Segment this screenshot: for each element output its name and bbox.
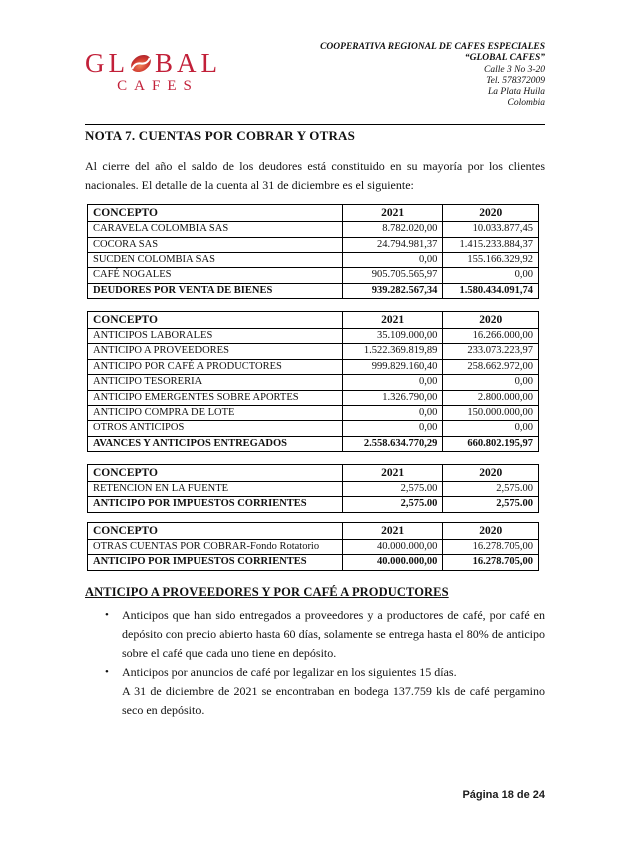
year-column-header: 2020	[443, 465, 539, 482]
concept-column-header: CONCEPTO	[88, 312, 343, 329]
concept-cell: ANTICIPOS LABORALES	[88, 329, 343, 344]
concept-cell: CAFÉ NOGALES	[88, 268, 343, 283]
letterhead-city: La Plata Huila	[487, 87, 545, 98]
logo-wordmark	[85, 48, 221, 78]
company-logo	[85, 48, 221, 95]
letterhead-company-name: COOPERATIVA REGIONAL DE CAFES ESPECIALES	[320, 42, 545, 52]
amount-cell: 0,00	[342, 421, 443, 436]
logo-subtitle: CAFES	[117, 78, 199, 94]
letterhead-street: Calle 3 No 3-20	[484, 64, 545, 75]
year-column-header: 2021	[342, 522, 443, 539]
amount-cell: 0,00	[342, 375, 443, 390]
bullet-paragraph: A 31 de diciembre de 2021 se encontraban en bodega 137.759 kls de café pergamino seco en depósito.	[122, 683, 545, 717]
total-amount-cell: 939.282.567,34	[342, 283, 443, 298]
bullet-text	[122, 606, 545, 663]
table-row	[88, 222, 539, 237]
table-header-row	[88, 312, 539, 329]
year-column-header: 2021	[342, 312, 443, 329]
amount-cell: 40.000.000,00	[342, 539, 443, 554]
bullet-list	[85, 606, 545, 720]
amount-cell: 155.166.329,92	[443, 252, 539, 267]
year-column-header: 2020	[443, 522, 539, 539]
amount-cell: 35.109.000,00	[342, 329, 443, 344]
concept-cell: RETENCION EN LA FUENTE	[88, 482, 343, 497]
table-row	[88, 375, 539, 390]
table-row	[88, 482, 539, 497]
amount-cell: 1.522.369.819,89	[342, 344, 443, 359]
concept-cell: OTROS ANTICIPOS	[88, 421, 343, 436]
list-item	[105, 663, 545, 720]
total-label-cell: DEUDORES POR VENTA DE BIENES	[88, 283, 343, 298]
table-row	[88, 268, 539, 283]
table-header-row	[88, 465, 539, 482]
letterhead-address-block	[320, 42, 545, 110]
concept-column-header: CONCEPTO	[88, 522, 343, 539]
amount-cell: 2,575.00	[443, 482, 539, 497]
concept-cell: ANTICIPO A PROVEEDORES	[88, 344, 343, 359]
table-row	[88, 405, 539, 420]
year-column-header: 2021	[342, 205, 443, 222]
total-amount-cell: 2,575.00	[342, 497, 443, 512]
amount-cell: 905.705.565,97	[342, 268, 443, 283]
amount-cell: 10.033.877,45	[443, 222, 539, 237]
table-row	[88, 344, 539, 359]
table-row	[88, 539, 539, 554]
total-amount-cell: 660.802.195,97	[443, 436, 539, 451]
header-divider	[85, 124, 545, 125]
list-item	[105, 606, 545, 663]
table-total-row	[88, 497, 539, 512]
coffee-bean-icon	[129, 52, 153, 75]
amount-cell: 0,00	[443, 375, 539, 390]
total-amount-cell: 2,575.00	[443, 497, 539, 512]
avances-anticipos-table	[87, 311, 539, 452]
table-row	[88, 359, 539, 374]
letterhead	[85, 42, 545, 112]
amount-cell: 0,00	[342, 252, 443, 267]
table-total-row	[88, 555, 539, 570]
letterhead-country: Colombia	[507, 98, 545, 109]
document-page	[0, 42, 629, 856]
impuestos-corrientes-table	[87, 464, 539, 513]
year-column-header: 2020	[443, 205, 539, 222]
concept-column-header: CONCEPTO	[88, 205, 343, 222]
amount-cell: 999.829.160,40	[342, 359, 443, 374]
otras-cuentas-table	[87, 522, 539, 571]
logo-text-post: BAL	[155, 48, 221, 78]
table-row	[88, 329, 539, 344]
amount-cell: 150.000.000,00	[443, 405, 539, 420]
amount-cell: 8.782.020,00	[342, 222, 443, 237]
footer-label: Página	[462, 789, 499, 801]
deudores-por-venta-table	[87, 204, 539, 299]
concept-cell: CARAVELA COLOMBIA SAS	[88, 222, 343, 237]
concept-cell: ANTICIPO POR CAFÉ A PRODUCTORES	[88, 359, 343, 374]
total-amount-cell: 40.000.000,00	[342, 555, 443, 570]
footer-page-number: 18 de 24	[501, 789, 545, 801]
total-label-cell: ANTICIPO POR IMPUESTOS CORRIENTES	[88, 555, 343, 570]
table-header-row	[88, 522, 539, 539]
amount-cell: 233.073.223,97	[443, 344, 539, 359]
total-label-cell: AVANCES Y ANTICIPOS ENTREGADOS	[88, 436, 343, 451]
bullet-text	[122, 663, 545, 720]
total-label-cell: ANTICIPO POR IMPUESTOS CORRIENTES	[88, 497, 343, 512]
bullet-paragraph: Anticipos que han sido entregados a proveedores y a productores de café, por café en depósito con precio abierto hasta 60 días, solamente se entrega hasta el 80% de anticipo sobre el café que cada uno tiene en depósito.	[122, 607, 545, 660]
amount-cell: 1.415.233.884,37	[443, 237, 539, 252]
concept-cell: SUCDEN COLOMBIA SAS	[88, 252, 343, 267]
amount-cell: 258.662.972,00	[443, 359, 539, 374]
bullet-paragraph: Anticipos por anuncios de café por legalizar en los siguientes 15 días.	[122, 664, 457, 679]
year-column-header: 2021	[342, 465, 443, 482]
year-column-header: 2020	[443, 312, 539, 329]
amount-cell: 0,00	[443, 421, 539, 436]
table-row	[88, 252, 539, 267]
amount-cell: 2.800.000,00	[443, 390, 539, 405]
table-total-row	[88, 283, 539, 298]
concept-cell: ANTICIPO TESORERIA	[88, 375, 343, 390]
concept-cell: COCORA SAS	[88, 237, 343, 252]
logo-text-pre: GL	[85, 48, 129, 78]
letterhead-phone: Tel. 578372009	[486, 75, 545, 86]
letterhead-brand-name: “GLOBAL CAFES”	[464, 53, 545, 64]
intro-paragraph: Al cierre del año el saldo de los deudores está constituido en su mayoría por los clientes nacionales. El detalle de la cuenta al 31 de diciembre es el siguiente:	[85, 159, 545, 192]
bullet-icon: •	[105, 608, 109, 621]
concept-cell: ANTICIPO COMPRA DE LOTE	[88, 405, 343, 420]
amount-cell: 1.326.790,00	[342, 390, 443, 405]
concept-cell: OTRAS CUENTAS POR COBRAR-Fondo Rotatorio	[88, 539, 343, 554]
amount-cell: 16.278.705,00	[443, 539, 539, 554]
amount-cell: 16.266.000,00	[443, 329, 539, 344]
table-row	[88, 421, 539, 436]
concept-cell: ANTICIPO EMERGENTES SOBRE APORTES	[88, 390, 343, 405]
table-row	[88, 237, 539, 252]
amount-cell: 2,575.00	[342, 482, 443, 497]
table-row	[88, 390, 539, 405]
concept-column-header: CONCEPTO	[88, 465, 343, 482]
amount-cell: 0,00	[443, 268, 539, 283]
amount-cell: 0,00	[342, 405, 443, 420]
table-total-row	[88, 436, 539, 451]
amount-cell: 24.794.981,37	[342, 237, 443, 252]
bullet-icon: •	[105, 665, 109, 678]
table-header-row	[88, 205, 539, 222]
section-heading: ANTICIPO A PROVEEDORES Y POR CAFÉ A PRODUCTORES	[85, 584, 449, 599]
page-footer	[462, 789, 545, 801]
note-title: NOTA 7. CUENTAS POR COBRAR Y OTRAS	[85, 128, 356, 143]
total-amount-cell: 2.558.634.770,29	[342, 436, 443, 451]
total-amount-cell: 1.580.434.091,74	[443, 283, 539, 298]
total-amount-cell: 16.278.705,00	[443, 555, 539, 570]
